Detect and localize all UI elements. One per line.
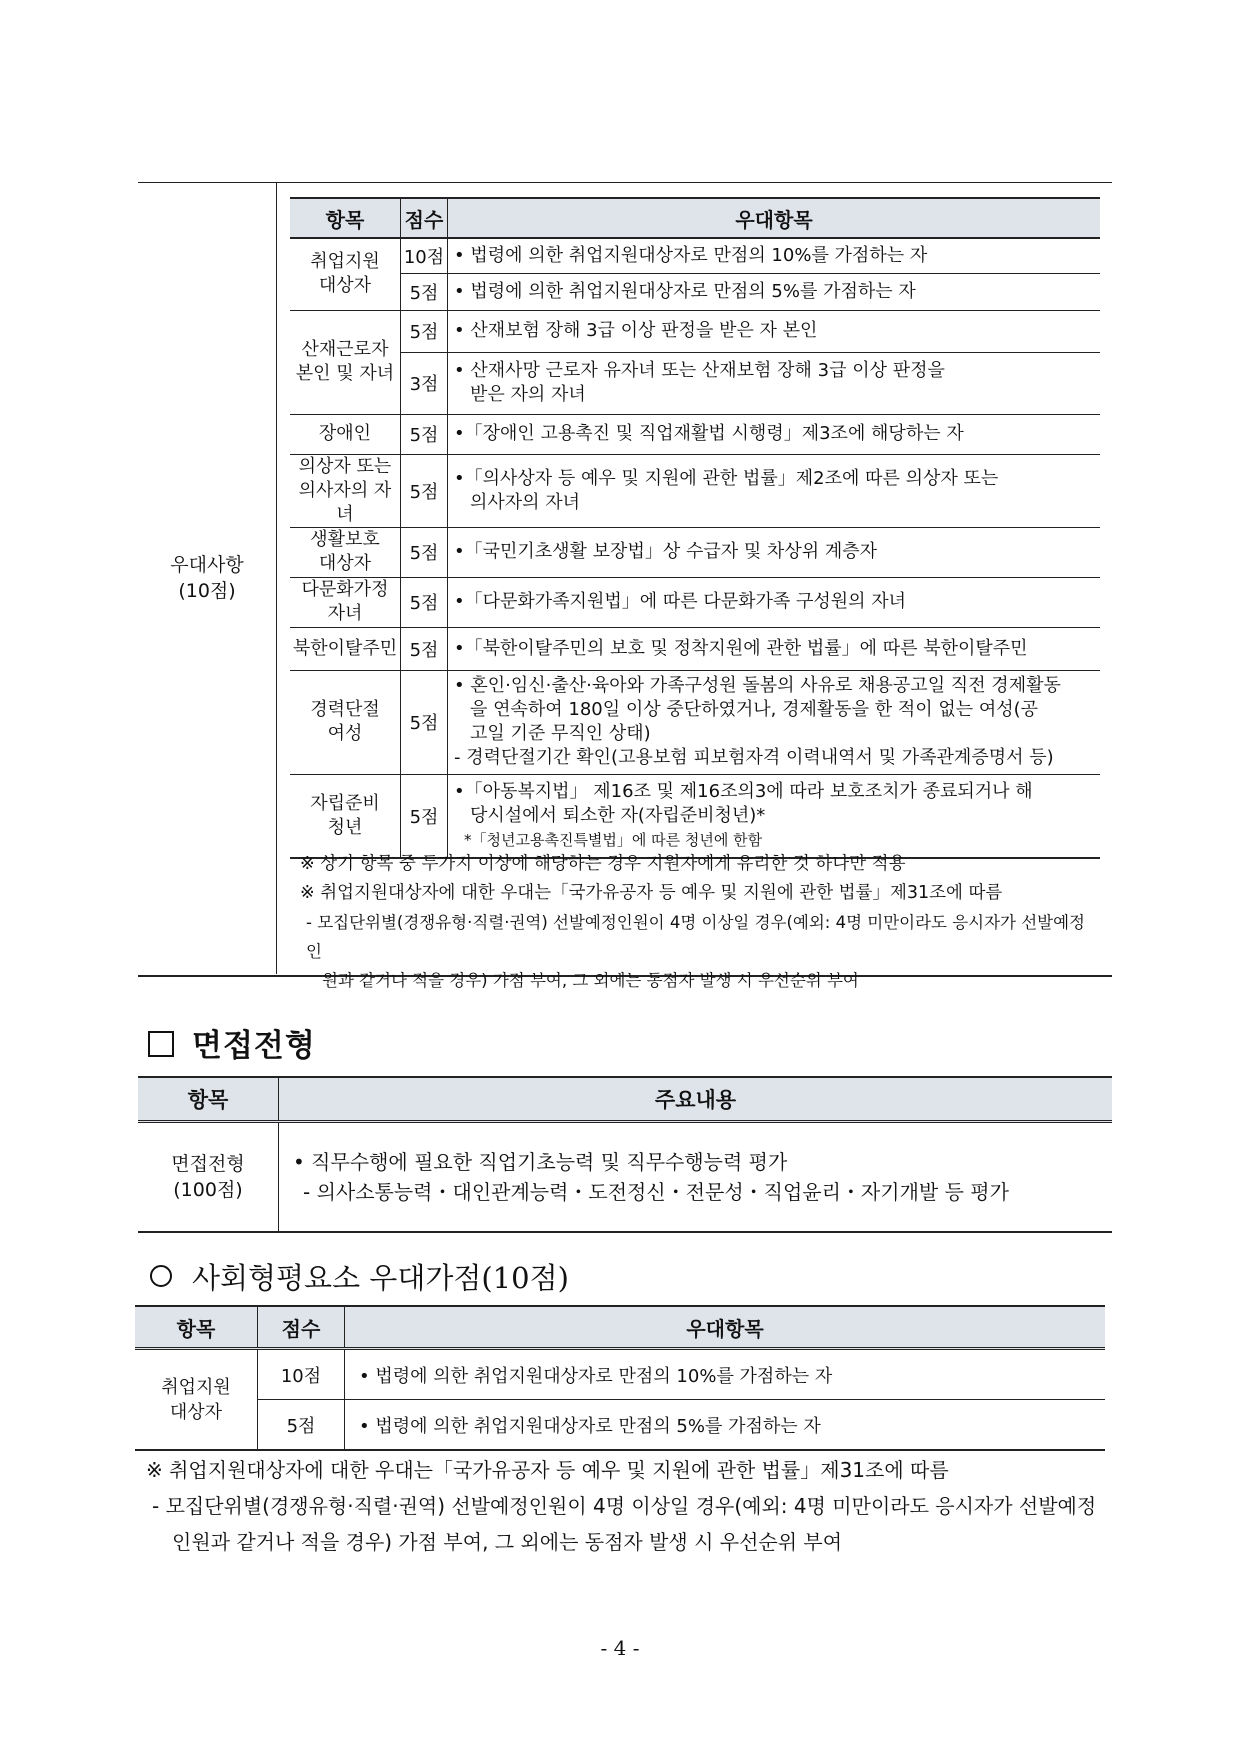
- category-cell: 산재근로자 본인 및 자녀: [290, 310, 401, 414]
- category-cell: 취업지원 대상자: [135, 1349, 258, 1451]
- description-cell: • 법령에 의한 취업지원대상자로 만점의 10%를 가점하는 자: [448, 238, 1101, 273]
- header-detail: 우대항목: [345, 1306, 1106, 1349]
- description-cell: • 법령에 의한 취업지원대상자로 만점의 5%를 가점하는 자: [345, 1400, 1106, 1451]
- social-equity-table: [135, 1305, 1105, 1451]
- table-row: [290, 238, 1100, 273]
- preferential-label: 우대사항 (10점): [170, 554, 244, 602]
- table-row: [290, 627, 1100, 670]
- table-row: [138, 1122, 1112, 1233]
- category-cell: 취업지원 대상자: [290, 238, 401, 310]
- preferential-table: [290, 197, 1100, 859]
- category-cell: 경력단절 여성: [290, 670, 401, 774]
- score-cell: 10점: [401, 238, 448, 273]
- score-cell: 5점: [401, 527, 448, 577]
- table-row: [135, 1400, 1105, 1451]
- table-row: [135, 1349, 1105, 1400]
- score-cell: 3점: [401, 352, 448, 414]
- table-row: [290, 414, 1100, 454]
- header-detail: 우대항목: [448, 198, 1101, 238]
- table-row: [290, 670, 1100, 774]
- table-row: [290, 454, 1100, 527]
- score-cell: 10점: [258, 1349, 345, 1400]
- table-header-row: [138, 1077, 1112, 1122]
- score-cell: 5점: [401, 414, 448, 454]
- preferential-notes: ※ 상기 항목 중 두가지 이상에 해당하는 경우 지원자에게 유리한 것 하나만 적용 ※ 취업지원대상자에 대한 우대는「국가유공자 등 예우 및 지원에 관한 법률」제31조에 따름 - 모집단위별(경쟁유형·직렬·권역) 선발예정인원이 4명 이상일 경우(예외: 4명 미만이라도 응시자가 선발예정인 원과 같거나 적을 경우) 가점 부여, 그 외에는 동점자 발생 시 우선순위 부여: [300, 854, 1085, 990]
- table-row: [290, 527, 1100, 577]
- header-score: 점수: [258, 1306, 345, 1349]
- description-cell: •「의사상자 등 예우 및 지원에 관한 법률」제2조에 따른 의상자 또는 의사자의 자녀: [448, 454, 1101, 527]
- category-cell: 자립준비 청년: [290, 774, 401, 858]
- score-cell: 5점: [258, 1400, 345, 1451]
- content-cell: • 직무수행에 필요한 직업기초능력 및 직무수행능력 평가 - 의사소통능력・대인관계능력・도전정신・전문성・직업윤리・자기개발 등 평가: [279, 1122, 1113, 1233]
- table-row: [290, 310, 1100, 352]
- description-cell: • 산재보험 장해 3급 이상 판정을 받은 자 본인: [448, 310, 1101, 352]
- header-item: 항목: [138, 1077, 279, 1122]
- score-cell: 5점: [401, 273, 448, 310]
- description-cell: •「다문화가족지원법」에 따른 다문화가족 구성원의 자녀: [448, 577, 1101, 627]
- interview-table: [138, 1076, 1112, 1233]
- category-cell: 북한이탈주민: [290, 627, 401, 670]
- score-cell: 5점: [401, 670, 448, 774]
- social-equity-heading: 사회형평요소 우대가점(10점): [150, 1256, 569, 1297]
- header-item: 항목: [135, 1306, 258, 1349]
- score-cell: 5점: [401, 310, 448, 352]
- page-number: - 4 -: [600, 1636, 640, 1660]
- preferential-left-column: [138, 182, 277, 974]
- description-cell: •「북한이탈주민의 보호 및 정착지원에 관한 법률」에 따른 북한이탈주민: [448, 627, 1101, 670]
- score-cell: 5점: [401, 454, 448, 527]
- description-cell: •「아동복지법」 제16조 및 제16조의3에 따라 보호조치가 종료되거나 해 당시설에서 퇴소한 자(자립준비청년)* *「청년고용촉진특별법」에 따른 청년에 한함: [448, 774, 1101, 858]
- score-cell: 5점: [401, 577, 448, 627]
- header-score: 점수: [401, 198, 448, 238]
- score-cell: 5점: [401, 627, 448, 670]
- description-cell: • 법령에 의한 취업지원대상자로 만점의 10%를 가점하는 자: [345, 1349, 1106, 1400]
- table-header-row: [135, 1306, 1105, 1349]
- social-equity-notes: ※ 취업지원대상자에 대한 우대는「국가유공자 등 예우 및 지원에 관한 법률」제31조에 따름 - 모집단위별(경쟁유형·직렬·권역) 선발예정인원이 4명 이상일 경우(예외: 4명 미만이라도 응시자가 선발예정 인원과 같거나 적을 경우) 가점 부여, 그 외에는 동점자 발생 시 우선순위 부여: [146, 1458, 1097, 1554]
- category-cell: 면접전형 (100점): [138, 1122, 279, 1233]
- category-cell: 장애인: [290, 414, 401, 454]
- description-cell: • 법령에 의한 취업지원대상자로 만점의 5%를 가점하는 자: [448, 273, 1101, 310]
- table-row: [290, 352, 1100, 414]
- header-content: 주요내용: [279, 1077, 1113, 1122]
- checkbox-square-icon: [148, 1031, 174, 1057]
- description-cell: • 산재사망 근로자 유자녀 또는 산재보험 장해 3급 이상 판정을 받은 자의 자녀: [448, 352, 1101, 414]
- category-cell: 다문화가정 자녀: [290, 577, 401, 627]
- circle-bullet-icon: [150, 1265, 172, 1287]
- category-cell: 의상자 또는 의사자의 자녀: [290, 454, 401, 527]
- header-item: 항목: [290, 198, 401, 238]
- table-header-row: [290, 198, 1100, 238]
- score-cell: 5점: [401, 774, 448, 858]
- description-cell: •「국민기초생활 보장법」상 수급자 및 차상위 계층자: [448, 527, 1101, 577]
- interview-heading: 면접전형: [148, 1020, 316, 1065]
- description-cell: • 혼인·임신·출산·육아와 가족구성원 돌봄의 사유로 채용공고일 직전 경제활동 을 연속하여 180일 이상 중단하였거나, 경제활동을 한 적이 없는 여성(공 고일 기준 무직인 상태) - 경력단절기간 확인(고용보험 피보험자격 이력내역서 및 가족관계증명서 등): [448, 670, 1101, 774]
- table-row: [290, 774, 1100, 858]
- category-cell: 생활보호 대상자: [290, 527, 401, 577]
- description-cell: •「장애인 고용촉진 및 직업재활법 시행령」제3조에 해당하는 자: [448, 414, 1101, 454]
- table-row: [290, 577, 1100, 627]
- table-row: [290, 273, 1100, 310]
